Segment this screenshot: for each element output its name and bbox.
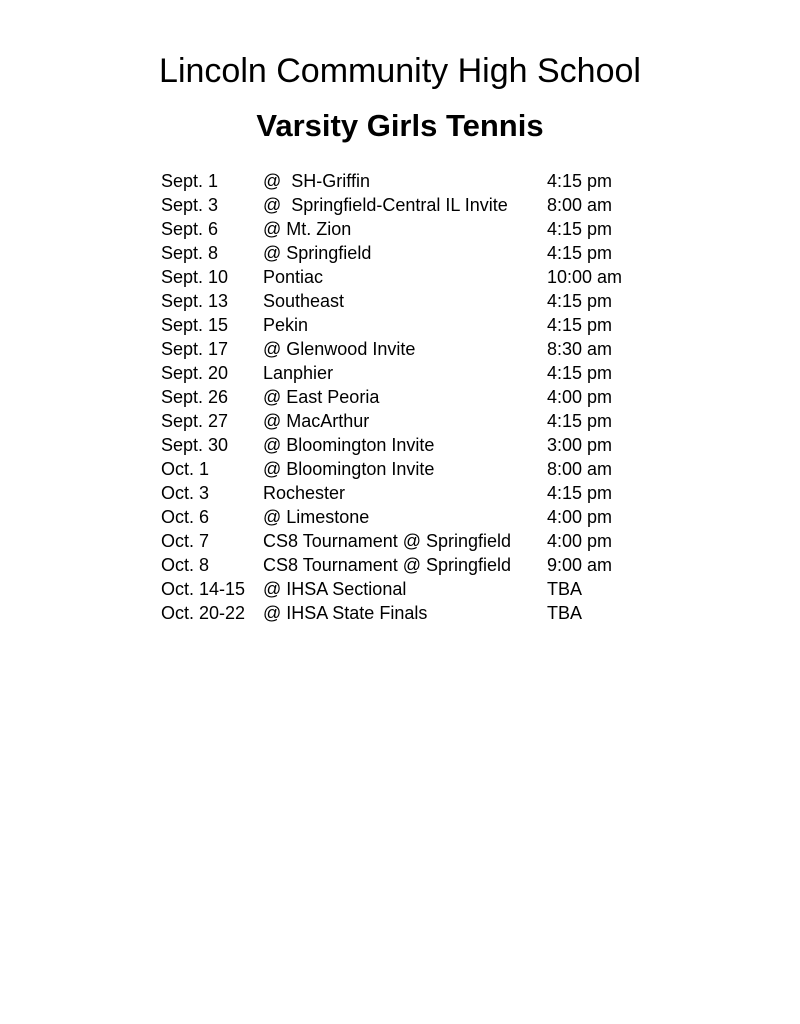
opponent-cell: Southeast (263, 291, 345, 311)
table-row (161, 313, 697, 337)
table-row (161, 553, 697, 577)
table-row (161, 409, 697, 433)
time-cell: 4:15 pm (547, 411, 613, 431)
time-cell: 4:15 pm (547, 171, 613, 191)
date-cell: Sept. 30 (161, 435, 229, 455)
time-cell: 4:00 pm (547, 507, 613, 527)
opponent-cell: Pekin (263, 315, 309, 335)
table-row (161, 193, 697, 217)
table-row (161, 481, 697, 505)
time-cell: TBA (547, 579, 583, 599)
time-cell: 4:00 pm (547, 531, 613, 551)
page-title: Lincoln Community High School (159, 52, 641, 90)
date-cell: Sept. 27 (161, 411, 229, 431)
page-subtitle: Varsity Girls Tennis (256, 108, 544, 143)
time-cell: 4:00 pm (547, 387, 613, 407)
date-cell: Sept. 26 (161, 387, 229, 407)
date-cell: Sept. 10 (161, 267, 229, 287)
time-cell: 4:15 pm (547, 291, 613, 311)
table-row (161, 169, 697, 193)
table-row (161, 601, 697, 625)
time-cell: 8:00 am (547, 459, 613, 479)
opponent-cell: @ Springfield-Central IL Invite (263, 195, 508, 215)
opponent-cell: @ East Peoria (263, 387, 380, 407)
time-cell: 4:15 pm (547, 243, 613, 263)
time-cell: 8:00 am (547, 195, 613, 215)
table-row (161, 241, 697, 265)
time-cell: 8:30 am (547, 339, 613, 359)
table-row (161, 361, 697, 385)
date-cell: Oct. 14-15 (161, 579, 246, 599)
opponent-cell: @ IHSA Sectional (263, 579, 407, 599)
date-cell: Sept. 3 (161, 195, 219, 215)
opponent-cell: @ Limestone (263, 507, 370, 527)
time-cell: 10:00 am (547, 267, 623, 287)
table-row (161, 289, 697, 313)
opponent-cell: @ IHSA State Finals (263, 603, 428, 623)
table-row (161, 505, 697, 529)
date-cell: Sept. 20 (161, 363, 229, 383)
opponent-cell: @ Bloomington Invite (263, 459, 435, 479)
date-cell: Oct. 20-22 (161, 603, 246, 623)
date-cell: Sept. 13 (161, 291, 229, 311)
opponent-cell: Rochester (263, 483, 346, 503)
date-cell: Sept. 1 (161, 171, 219, 191)
date-cell: Oct. 3 (161, 483, 210, 503)
opponent-cell: @ Glenwood Invite (263, 339, 416, 359)
opponent-cell: Lanphier (263, 363, 334, 383)
table-row (161, 433, 697, 457)
date-cell: Sept. 6 (161, 219, 219, 239)
date-cell: Sept. 8 (161, 243, 219, 263)
table-row (161, 385, 697, 409)
date-cell: Oct. 6 (161, 507, 210, 527)
time-cell: 4:15 pm (547, 483, 613, 503)
opponent-cell: Pontiac (263, 267, 324, 287)
opponent-cell: @ SH-Griffin (263, 171, 370, 191)
time-cell: 4:15 pm (547, 363, 613, 383)
date-cell: Oct. 8 (161, 555, 210, 575)
time-cell: 4:15 pm (547, 315, 613, 335)
table-row (161, 529, 697, 553)
time-cell: 9:00 am (547, 555, 613, 575)
opponent-cell: @ Mt. Zion (263, 219, 352, 239)
opponent-cell: CS8 Tournament @ Springfield (263, 531, 512, 551)
time-cell: 4:15 pm (547, 219, 613, 239)
opponent-cell: @ Bloomington Invite (263, 435, 435, 455)
date-cell: Sept. 15 (161, 315, 229, 335)
opponent-cell: CS8 Tournament @ Springfield (263, 555, 512, 575)
date-cell: Sept. 17 (161, 339, 229, 359)
table-row (161, 265, 697, 289)
date-cell: Oct. 7 (161, 531, 210, 551)
opponent-cell: @ MacArthur (263, 411, 370, 431)
table-row (161, 337, 697, 361)
schedule-table (161, 169, 697, 625)
table-row (161, 577, 697, 601)
time-cell: TBA (547, 603, 583, 623)
opponent-cell: @ Springfield (263, 243, 372, 263)
table-row (161, 217, 697, 241)
time-cell: 3:00 pm (547, 435, 613, 455)
date-cell: Oct. 1 (161, 459, 210, 479)
table-row (161, 457, 697, 481)
